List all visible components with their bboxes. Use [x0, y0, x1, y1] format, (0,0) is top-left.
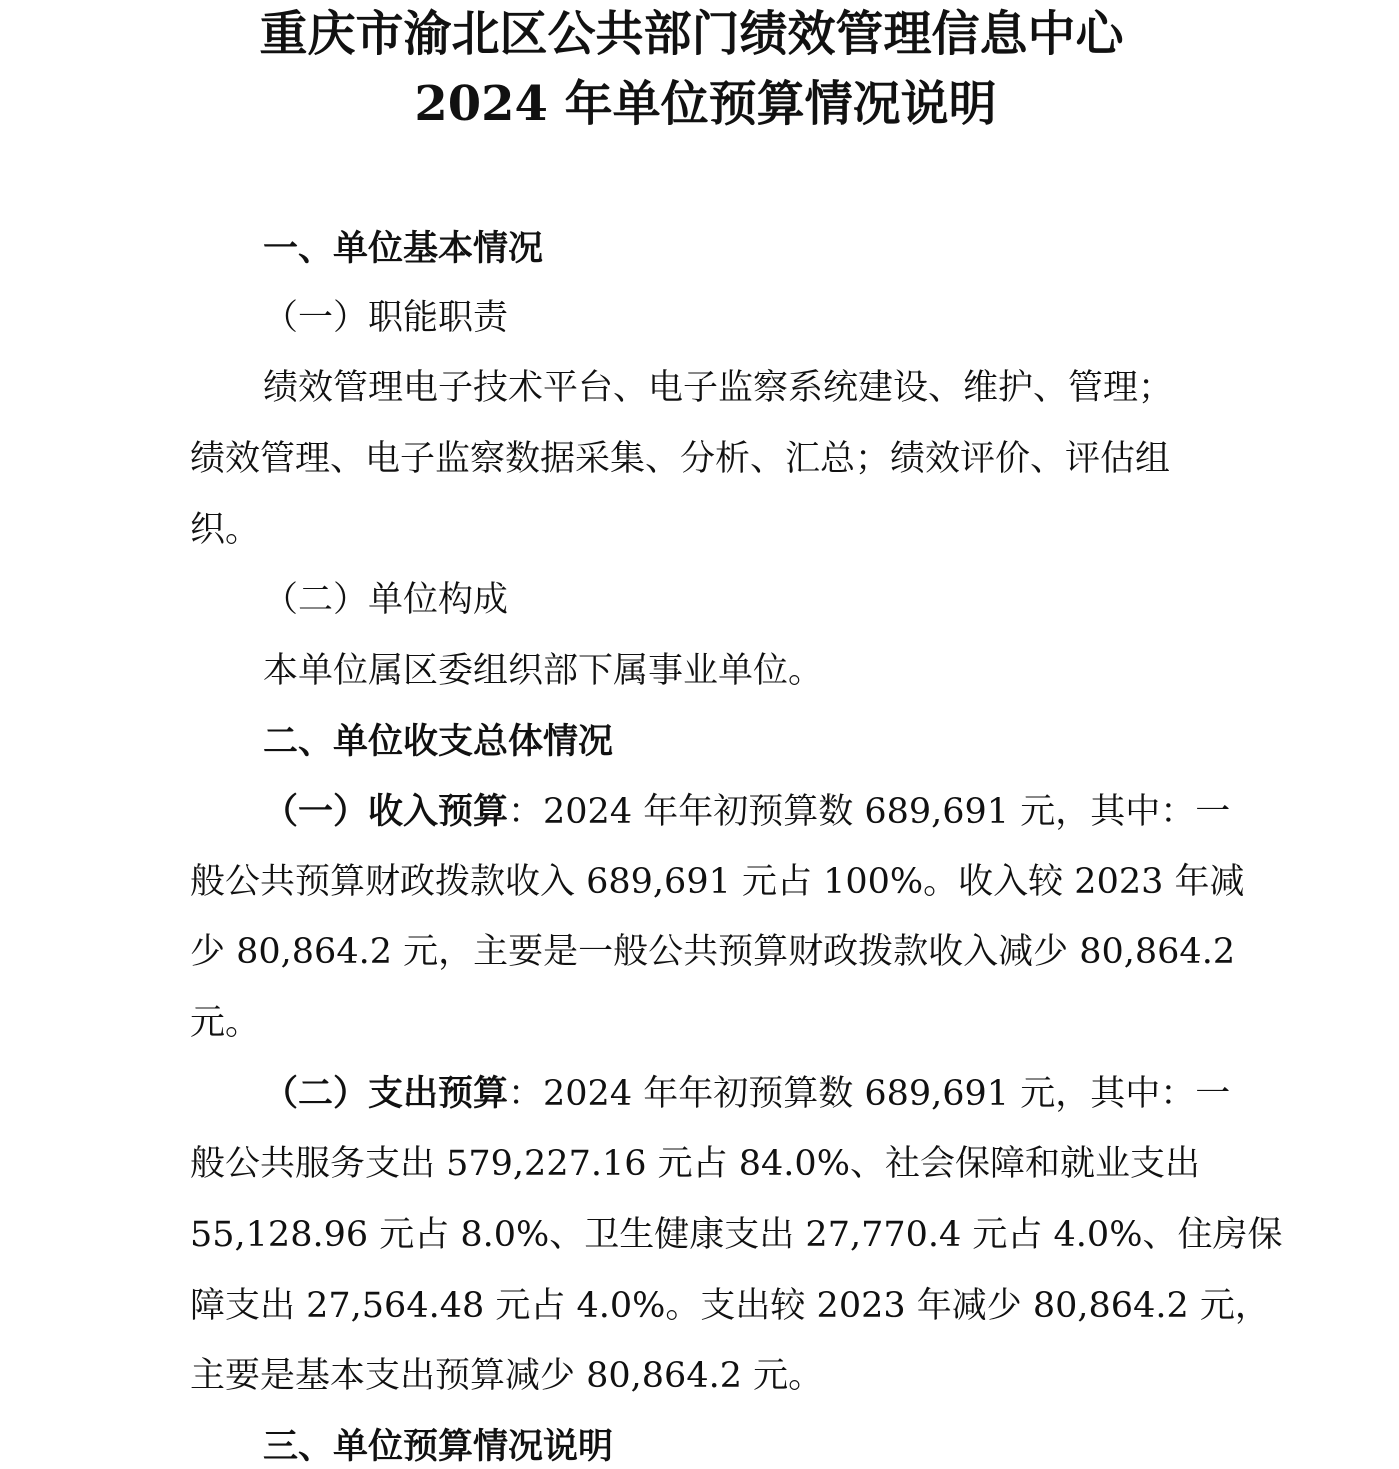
- expense-line: 主要是基本支出预算减少 80,864.2 元。: [190, 1356, 824, 1396]
- section1-sub2-line: 本单位属区委组织部下属事业单位。: [263, 651, 824, 691]
- expense-line: 般公共服务支出 579,227.16 元占 84.0%、社会保障和就业支出: [190, 1144, 1200, 1184]
- expense-line: 55,128.96 元占 8.0%、卫生健康支出 27,770.4 元占 4.0%、住房保: [190, 1215, 1283, 1255]
- section1-sub1-line: 绩效管理、电子监察数据采集、分析、汇总；绩效评价、评估组: [190, 439, 1171, 479]
- section1-sub2-label: （二）单位构成: [263, 580, 509, 620]
- income-line: 少 80,864.2 元，主要是一般公共预算财政拨款收入减少 80,864.2: [190, 932, 1236, 972]
- income-first-line: [263, 789, 1230, 835]
- section3-heading: 三、单位预算情况说明: [263, 1426, 614, 1467]
- income-label: （一）收入预算: [263, 791, 509, 832]
- section1-heading: 一、单位基本情况: [263, 228, 544, 269]
- income-line: 元。: [190, 1003, 261, 1043]
- section2-heading: 二、单位收支总体情况: [263, 721, 614, 762]
- document-title-line1: 重庆市渝北区公共部门绩效管理信息中心: [259, 6, 1124, 62]
- expense-line: 障支出 27,564.48 元占 4.0%。支出较 2023 年减少 80,864.2 元，: [190, 1286, 1270, 1326]
- income-first-rest: ：2024 年年初预算数 689,691 元，其中：一: [508, 792, 1231, 832]
- section1-sub1-line: 织。: [190, 510, 261, 550]
- section1-sub1-label: （一）职能职责: [263, 298, 509, 338]
- expense-label: （二）支出预算: [263, 1073, 509, 1114]
- expense-first-rest: ：2024 年年初预算数 689,691 元，其中：一: [508, 1074, 1231, 1114]
- income-line: 般公共预算财政拨款收入 689,691 元占 100%。收入较 2023 年减: [190, 862, 1245, 902]
- expense-first-line: [263, 1071, 1230, 1117]
- document-title-line2: 2024 年单位预算情况说明: [414, 76, 997, 132]
- section1-sub1-line: 绩效管理电子技术平台、电子监察系统建设、维护、管理；: [263, 368, 1174, 408]
